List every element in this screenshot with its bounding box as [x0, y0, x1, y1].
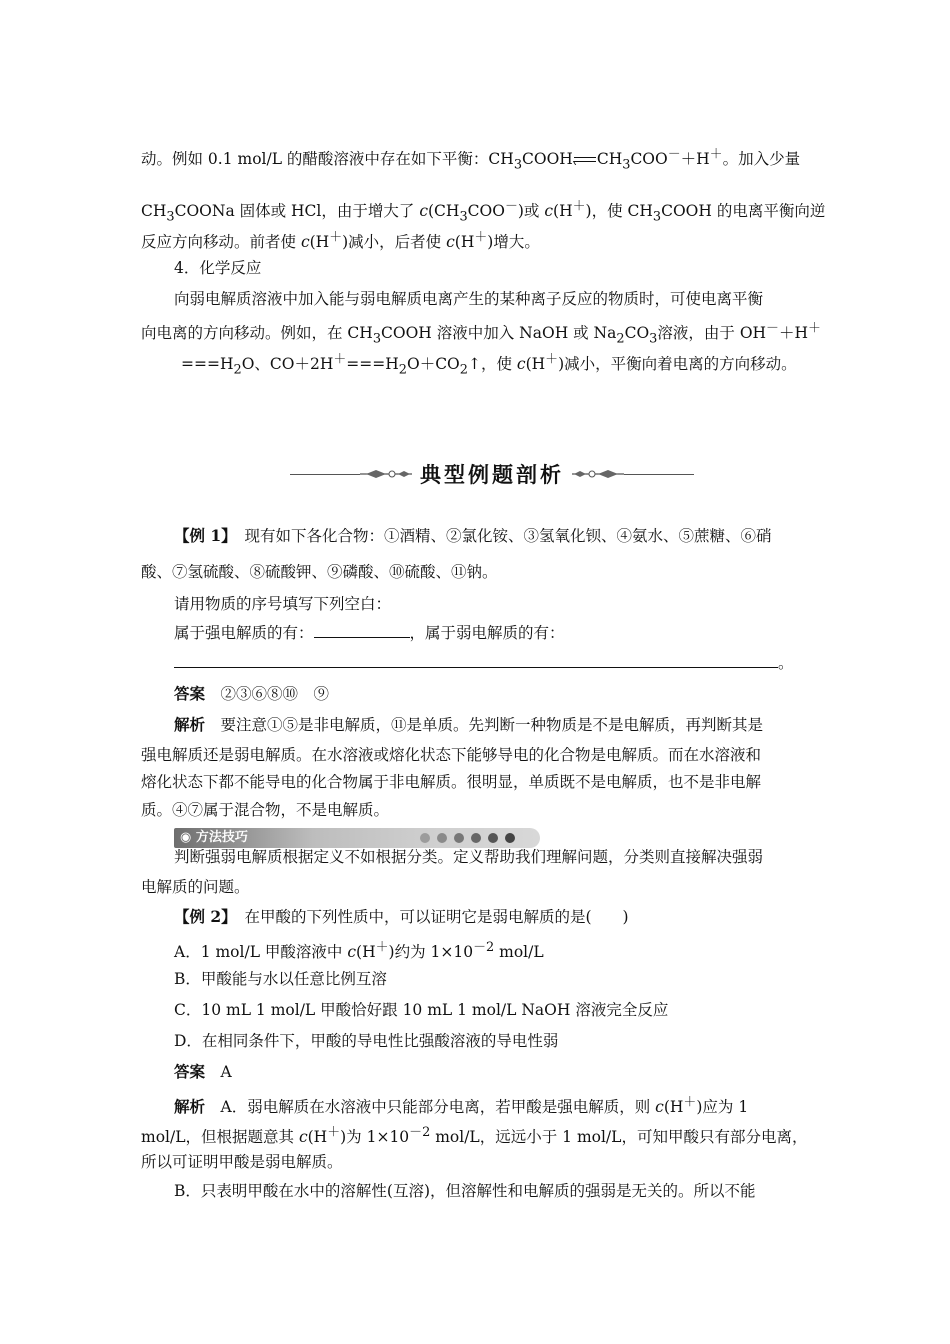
method-tips-line-1: 判断强弱电解质根据定义不如根据分类。定义帮助我们理解问题，分类则直接解决强弱 — [174, 848, 764, 866]
para-reaction-line-1: 向弱电解质溶液中加入能与弱电解质电离产生的某种离子反应的物质时，可使电离平衡 — [174, 290, 764, 308]
example-2-explanation-3: 所以可证明甲酸是弱电解质。 — [141, 1153, 343, 1171]
title-rule-right — [624, 474, 694, 475]
para-equilibrium-line-3: 反应方向移动。前者使 c(H＋)减小，后者使 c(H＋)增大。 — [141, 230, 540, 252]
para-equilibrium-line-2: $CH_3COONa$ 固体或 HCl，由于增大了 $c(CH_3COO^-)$或 c(H＋)，使 $CH_3COOH$ 的电离平衡向逆 — [141, 199, 826, 225]
example-1-answer: 答案 ②③⑥⑧⑩ ⑨ — [174, 684, 330, 703]
example-1-explanation-2: 强电解质还是弱电解质。在水溶液或熔化状态下能够导电的化合物是电解质。而在水溶液和 — [141, 746, 762, 764]
example-1-explanation-3: 熔化状态下都不能导电的化合物属于非电解质。很明显，单质既不是电解质，也不是非电解 — [141, 773, 762, 791]
diamond-ornament-icon — [572, 467, 624, 481]
blank-weak-electrolytes — [174, 653, 778, 668]
blank-strong-electrolytes — [314, 623, 410, 638]
dot-icon — [454, 833, 464, 843]
dot-icon — [420, 833, 430, 843]
equilibrium-arrow-icon — [574, 153, 596, 167]
dot-icon — [505, 833, 515, 843]
option-c: C．10 mL 1 mol/L 甲酸恰好跟 10 mL 1 mol/L NaOH 溶液完全反应 — [174, 1001, 669, 1019]
para-reaction-line-2: 向电离的方向移动。例如，在 $CH_3COOH$ 溶液中加入 NaOH 或 $Na_2CO_3$溶液，由于 OH－＋H＋ — [141, 321, 821, 347]
example-1-line-4: 属于强电解质的有： ，属于弱电解质的有： — [174, 624, 565, 642]
example-1-line-1: 【例 1】 现有如下各化合物：①酒精、②氯化铵、③氢氧化钡、④氨水、⑤蔗糖、⑥硝 — [174, 526, 772, 545]
example-2-explanation-2: mol/L，但根据题意其 c(H＋)为 $1\times 10^{-2}$ mol/L，远远小于 1 mol/L，可知甲酸只有部分电离， — [141, 1125, 808, 1147]
dot-icon — [437, 833, 447, 843]
banner-dots — [420, 833, 515, 843]
section-title: 典型例题剖析 — [420, 463, 564, 487]
example-1-line-3: 请用物质的序号填写下列空白： — [174, 595, 392, 613]
example-1-line-5: 。 — [174, 652, 794, 674]
para-reaction-line-3: $===H_2O$、$CO+2H^+===H_2O+CO_2↑$，使 c(H＋)减小，平衡向着电离的方向移动。 — [181, 352, 797, 378]
example-2-explanation-4: B．只表明甲酸在水中的溶解性(互溶)，但溶解性和电解质的强弱是无关的。所以不能 — [174, 1182, 756, 1200]
dot-icon — [471, 833, 481, 843]
heading-chemical-reaction: 4．化学反应 — [174, 259, 262, 277]
method-tips-label: ◉ 方法技巧 — [180, 830, 248, 845]
option-a: A．1 mol/L 甲酸溶液中 c(H＋)约为 $1\times 10^{-2}$ mol/L — [174, 940, 544, 962]
para-equilibrium-line-1: 动。例如 0.1 mol/L 的醋酸溶液中存在如下平衡：$CH_3COOH$ $CH_3COO^-+H^+$。加入少量 — [141, 147, 801, 173]
example-1-explanation-1: 解析 要注意①⑤是非电解质，⑪是单质。先判断一种物质是不是电解质，再判断其是 — [174, 715, 764, 734]
diamond-ornament-icon — [360, 467, 412, 481]
option-b: B．甲酸能与水以任意比例互溶 — [174, 970, 387, 988]
example-1-line-2: 酸、⑦氢硫酸、⑧硫酸钾、⑨磷酸、⑩硫酸、⑪钠。 — [141, 563, 498, 581]
example-2-answer: 答案 A — [174, 1062, 232, 1081]
example-1-explanation-4: 质。④⑦属于混合物，不是电解质。 — [141, 801, 390, 819]
method-tips-line-2: 电解质的问题。 — [141, 878, 250, 896]
title-rule-left — [290, 474, 360, 475]
section-title-banner — [290, 456, 694, 492]
option-d: D．在相同条件下，甲酸的导电性比强酸溶液的导电性弱 — [174, 1032, 559, 1050]
dot-icon — [488, 833, 498, 843]
method-tips-banner — [174, 828, 540, 848]
example-2-explanation-1: 解析 A．弱电解质在水溶液中只能部分电离，若甲酸是强电解质，则 c(H＋)应为 1 — [174, 1095, 749, 1117]
example-2-question: 【例 2】 在甲酸的下列性质中，可以证明它是弱电解质的是( ) — [174, 907, 629, 926]
example-1-tag: 【例 1】 — [174, 526, 229, 545]
example-2-tag: 【例 2】 — [174, 907, 229, 926]
